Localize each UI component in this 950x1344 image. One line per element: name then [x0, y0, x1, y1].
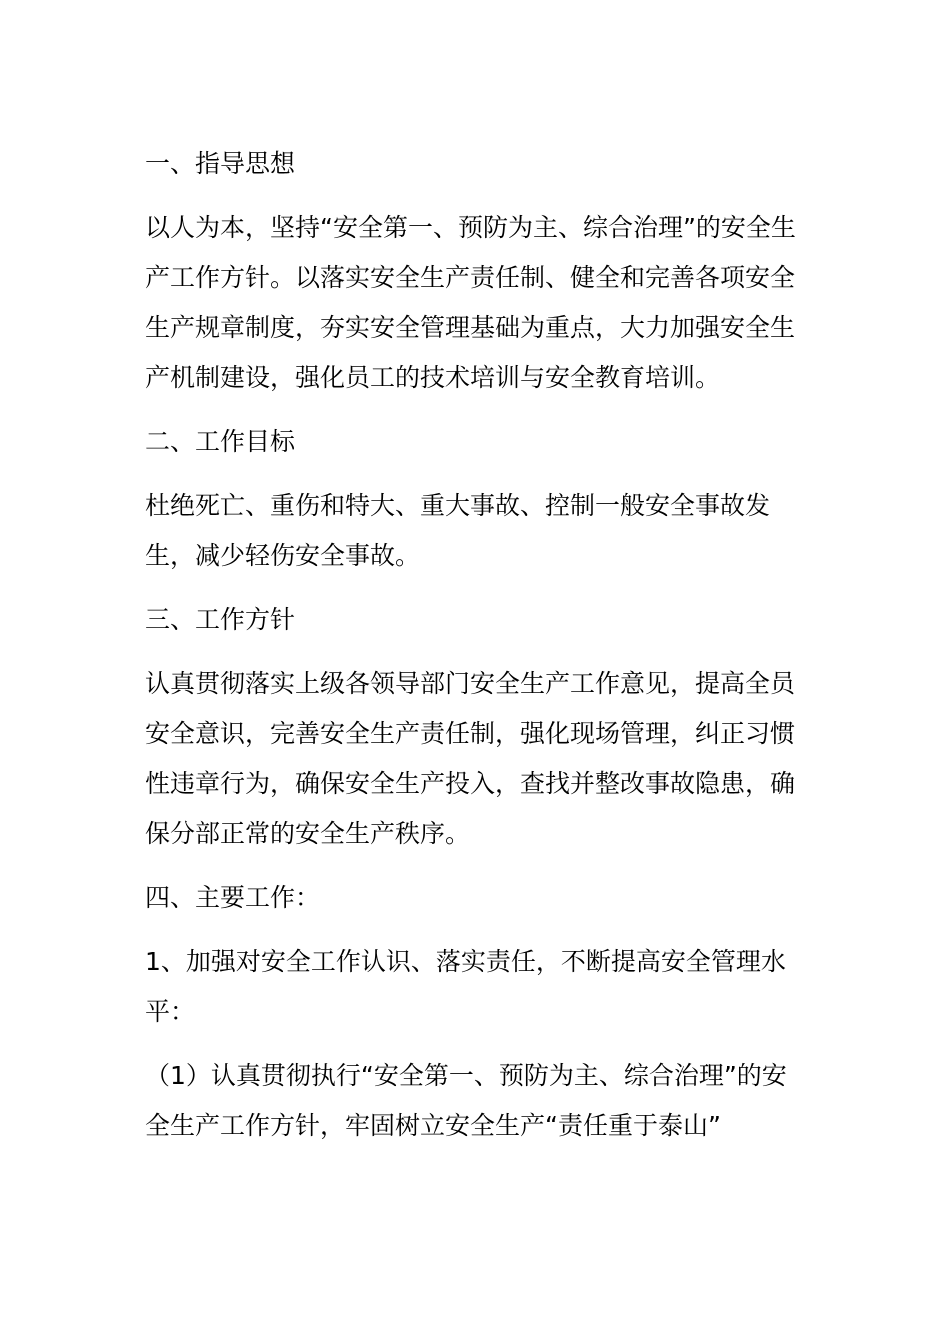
- section-heading-work-policy: 三、工作方针: [145, 605, 296, 634]
- section-body-work-policy: 认真贯彻落实上级各领导部门安全生产工作意见，提高全员安全意识，完善安全生产责任制，强化现场管理，纠正习惯性违章行为，确保安全生产投入，查找并整改事故隐患，确保分部正常的安全生产秩序。: [145, 669, 796, 848]
- section-body-guiding-ideology: 以人为本，坚持“安全第一、预防为主、综合治理”的安全生产工作方针。以落实安全生产责任制、健全和完善各项安全生产规章制度，夯实安全管理基础为重点，大力加强安全生产机制建设，强化员工的技术培训与安全教育培训。: [145, 213, 796, 392]
- section-heading-main-work: 四、主要工作：: [145, 883, 321, 912]
- section-body-work-goals: 杜绝死亡、重伤和特大、重大事故、控制一般安全事故发生，减少轻伤安全事故。: [145, 491, 771, 570]
- section-heading-guiding-ideology: 一、指导思想: [145, 149, 296, 178]
- section-heading-work-goals: 二、工作目标: [145, 427, 296, 456]
- main-work-item-1-1: （1）认真贯彻执行“安全第一、预防为主、综合治理”的安全生产工作方针，牢固树立安全生产“责任重于泰山”: [145, 1061, 787, 1140]
- document-body: [145, 139, 805, 1165]
- main-work-item-1: 1、加强对安全工作认识、落实责任，不断提高安全管理水平：: [145, 947, 786, 1026]
